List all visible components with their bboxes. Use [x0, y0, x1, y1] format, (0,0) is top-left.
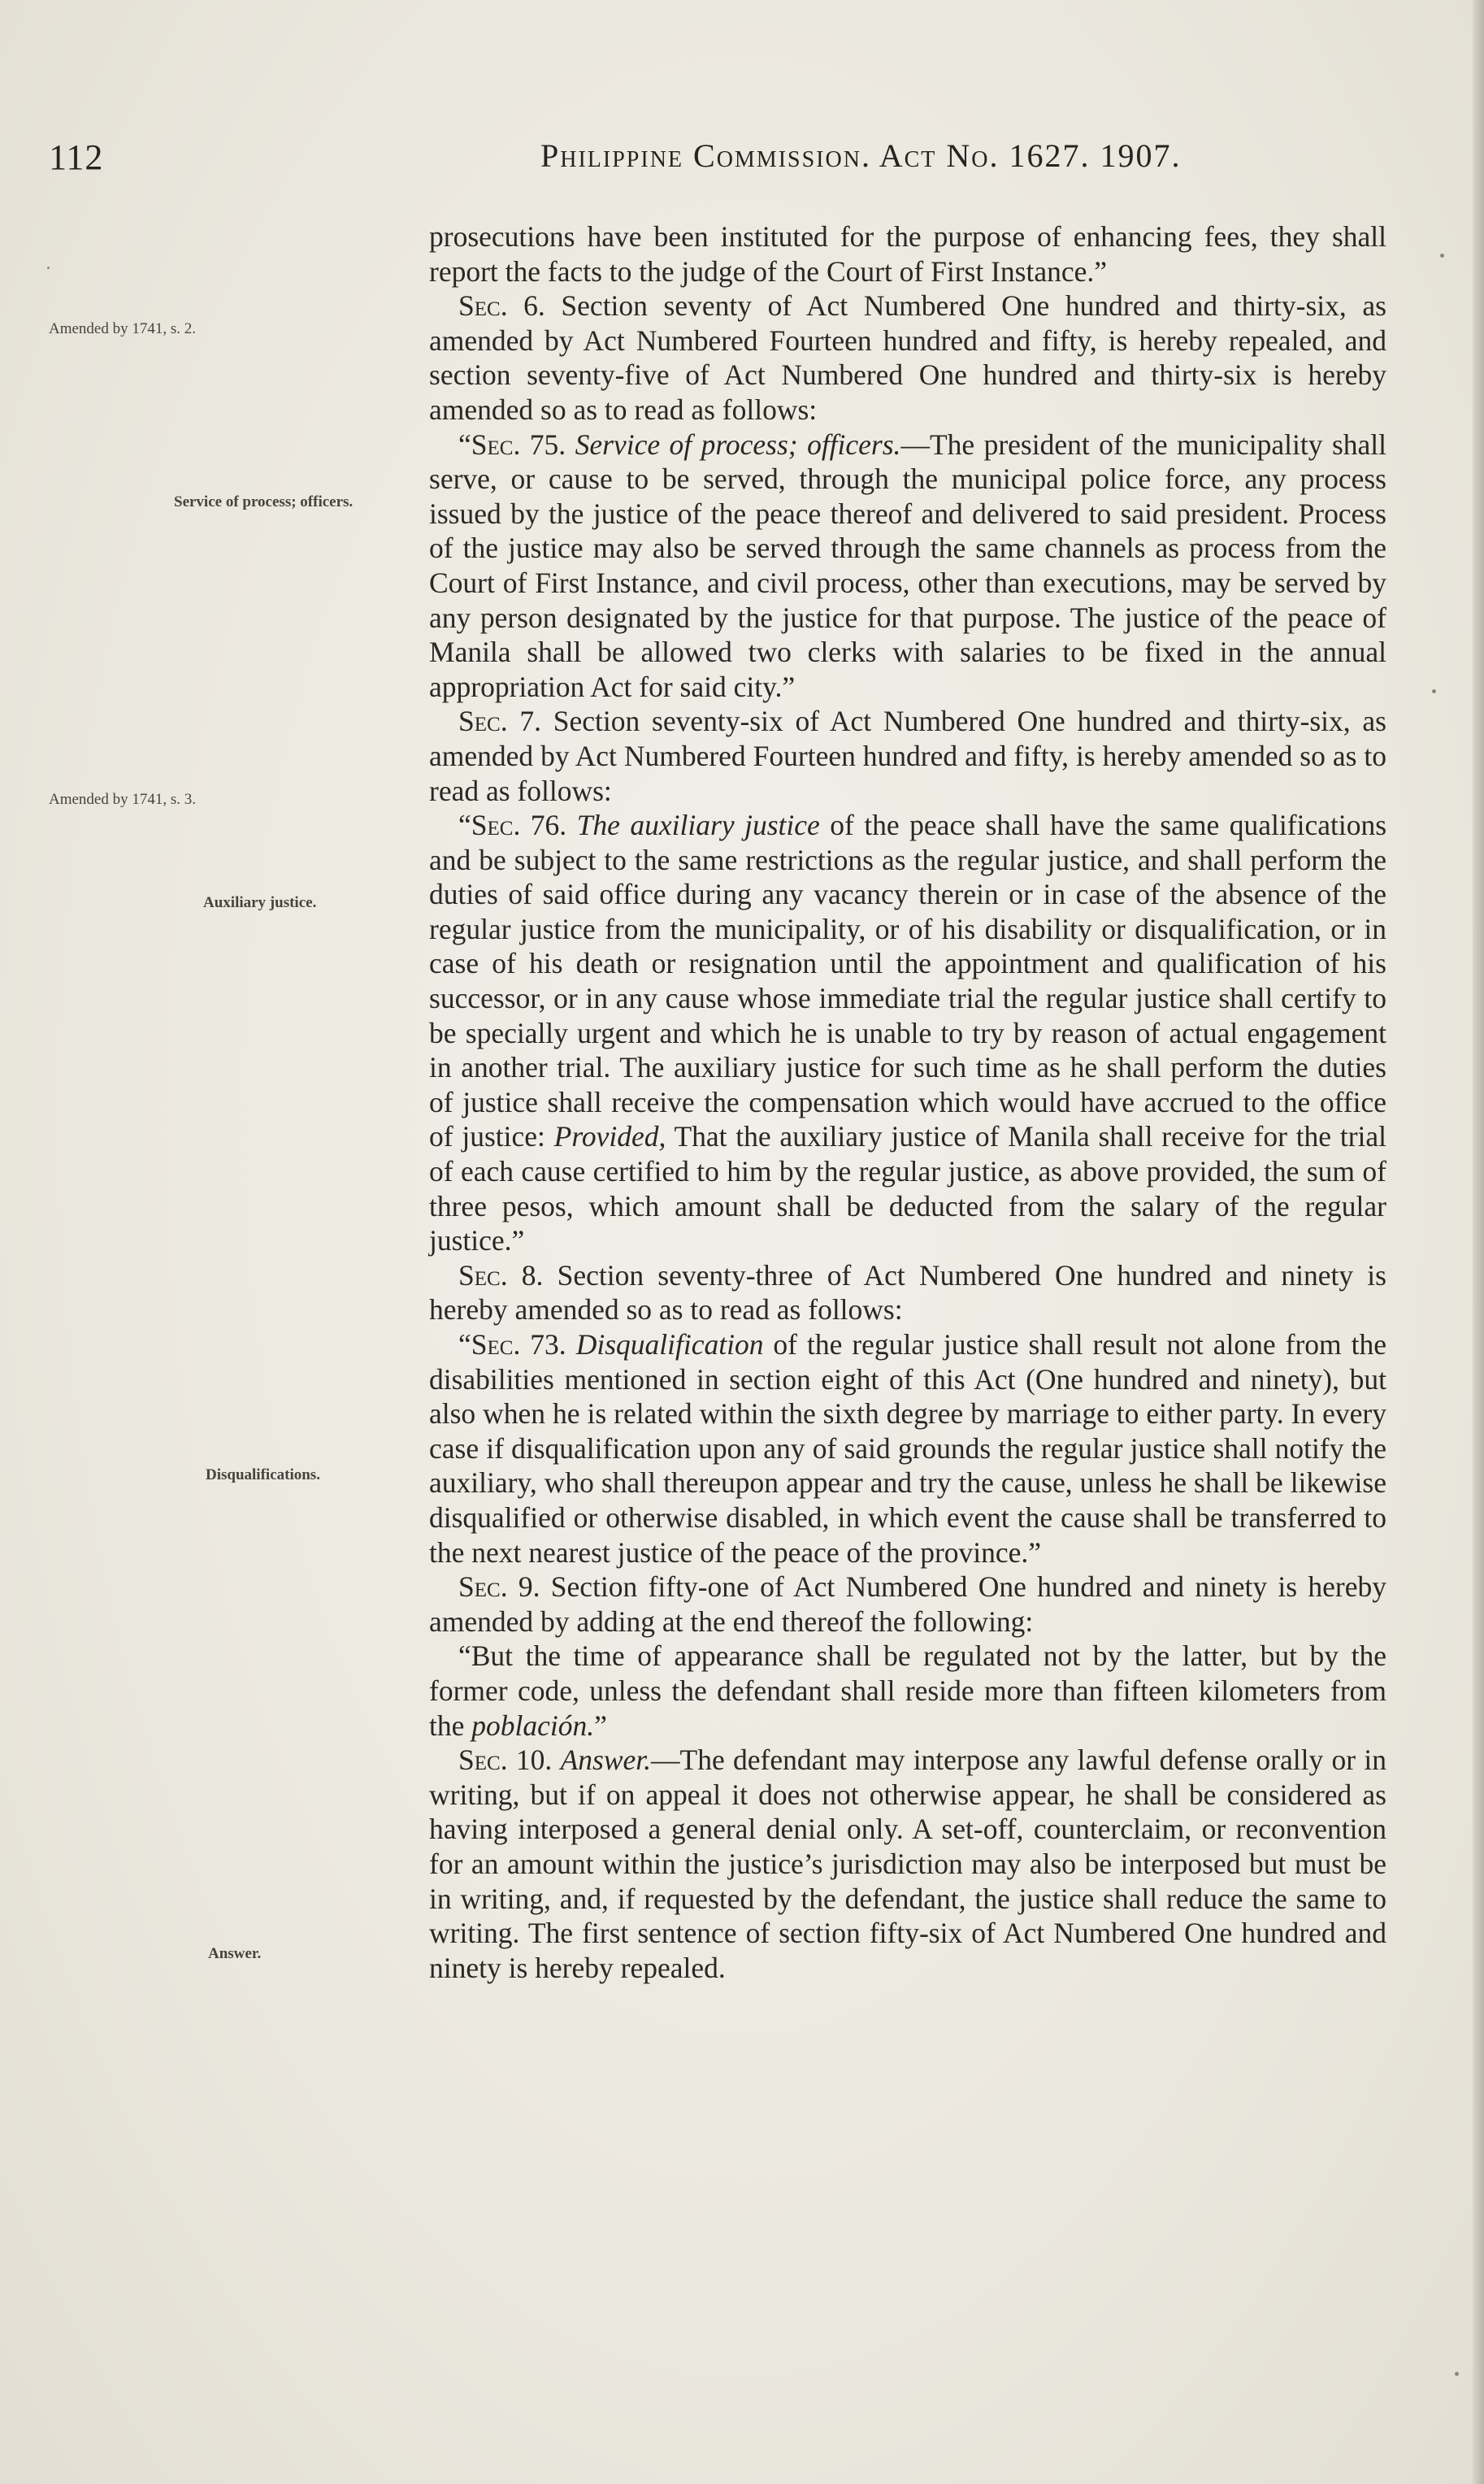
section-lead: “Sec. 73.: [458, 1328, 566, 1361]
scan-speck: [1432, 689, 1436, 693]
page-header: [49, 137, 1292, 185]
page-number: 112: [49, 137, 104, 177]
margin-note-disqualifications: Disqualifications.: [206, 1466, 320, 1483]
section-title: Service of process; officers.: [575, 428, 901, 461]
section-lead: Sec. 9.: [458, 1570, 540, 1604]
paragraph-sec-9: Sec. 9. Section fifty-one of Act Numbered One hundred and ninety is hereby amended by adding at the end thereof the following:: [429, 1570, 1386, 1638]
margin-note-service: Service of process; officers.: [174, 493, 354, 510]
section-title: The auxiliary justice: [576, 809, 820, 842]
section-title: Disqualification: [575, 1328, 764, 1361]
section-lead: Sec. 6.: [458, 289, 545, 323]
section-lead: “Sec. 76.: [458, 809, 567, 842]
paragraph-sec-7: Sec. 7. Section seventy-six of Act Numbered One hundred and thirty-six, as amended by Act Numbered Fourteen hundred and fifty, is hereby amended so as to read as follows:: [429, 705, 1386, 807]
running-head: Philippine Commission. Act No. 1627. 1907.: [540, 137, 1182, 174]
paragraph-sec-75: “Sec. 75. Service of process; officers.—The president of the municipality shall serve, or cause to be served, through the municipal police force, any process issued by the justice of the peace thereof and delivered to said president. Process of the justice may also be served through the same channels as process from the Court of First Instance, and civil process, other than executions, may be served by any person designated by the justice for that purpose. The justice of the peace of Manila shall be allowed two clerks with salaries to be fixed in the annual appropriation Act for said city.”: [429, 428, 1387, 703]
section-lead: Sec. 7.: [458, 705, 541, 738]
section-title: Answer.: [560, 1744, 652, 1777]
page-edge: [1473, 0, 1484, 2484]
paragraph-1: prosecutions have been instituted for the purpose of enhancing fees, they shall report the facts to the judge of the Court of First Instance.”: [429, 220, 1386, 288]
paragraph-sec-10: Sec. 10. Answer.—The defendant may interpose any lawful defense orally or in writing, but if on appeal it does not otherwise appear, he shall be considered as having interposed a general denial only. A set-off, counterclaim, or reconvention for an amount within the justice’s jurisdiction may also be interposed but must be in writing, and, if requested by the defendant, the justice shall reduce the same to writing. The first sentence of section fifty-six of Act Numbered One hundred and ninety is hereby repealed.: [429, 1744, 1386, 1984]
section-lead: Sec. 10.: [458, 1744, 553, 1777]
paragraph-sec-6: Sec. 6. Section seventy of Act Numbered One hundred and thirty-six, as amended by Act Numbered Fourteen hundred and fifty, is hereby repealed, and section seventy-five of Act Numbered One hundred and thirty-six is hereby amended so as to read as follows:: [429, 289, 1386, 426]
proviso: Provided,: [553, 1120, 666, 1153]
scan-speck: [47, 267, 50, 269]
scan-speck: [1455, 2372, 1459, 2376]
margin-note-answer: Answer.: [208, 1945, 262, 1962]
section-lead: Sec. 8.: [458, 1258, 544, 1292]
margin-note-amended-1: Amended by 1741, s. 2.: [49, 320, 197, 337]
paragraph-sec-73: “Sec. 73. Disqualification of the regular justice shall result not alone from the disabilities mentioned in section eight of this Act (One hundred and ninety), but also when he is related within the sixth degree by marriage to either party. In every case if disqualification upon any of said grounds the regular justice shall notify the auxiliary, who shall thereupon appear and try the cause, unless he shall be likewise disqualified or otherwise disabled, in which event the cause shall be transferred to the next nearest justice of the peace of the province.”: [429, 1328, 1386, 1569]
paragraph-quote: “But the time of appearance shall be regulated not by the latter, but by the former code, unless the defendant shall reside more than fifteen kilometers from the población.”: [429, 1639, 1386, 1742]
margin-note-amended-2: Amended by 1741, s. 3.: [49, 791, 197, 808]
italic-term: población.: [471, 1709, 595, 1742]
margin-note-auxiliary: Auxiliary justice.: [203, 894, 317, 911]
paragraph-sec-76: “Sec. 76. The auxiliary justice of the peace shall have the same qualifications and be subject to the same restrictions as the regular justice, and shall perform the duties of said office during any vacancy therein or in case of the absence of the regular justice from the municipality, or of his disability or disqualification, or in case of his death or resignation until the appointment and qualification of his successor, or in any cause whose immediate trial the regular justice shall certify to be specially urgent and which he is unable to try by reason of actual engagement in another trial. The auxiliary justice for such time as he shall perform the duties of justice shall receive the compensation which would have accrued to the office of justice: Provided, That the auxiliary justice of Manila shall receive for the trial of each cause certified to him by the regular justice, as above provided, the sum of three pesos, which amount shall be deducted from the salary of the regular justice.”: [429, 809, 1387, 1257]
body-text: [429, 219, 1386, 1985]
section-lead: “Sec. 75.: [458, 428, 566, 461]
paragraph-sec-8: Sec. 8. Section seventy-three of Act Numbered One hundred and ninety is hereby amended so as to read as follows:: [429, 1258, 1386, 1327]
scan-speck: [1440, 254, 1444, 258]
